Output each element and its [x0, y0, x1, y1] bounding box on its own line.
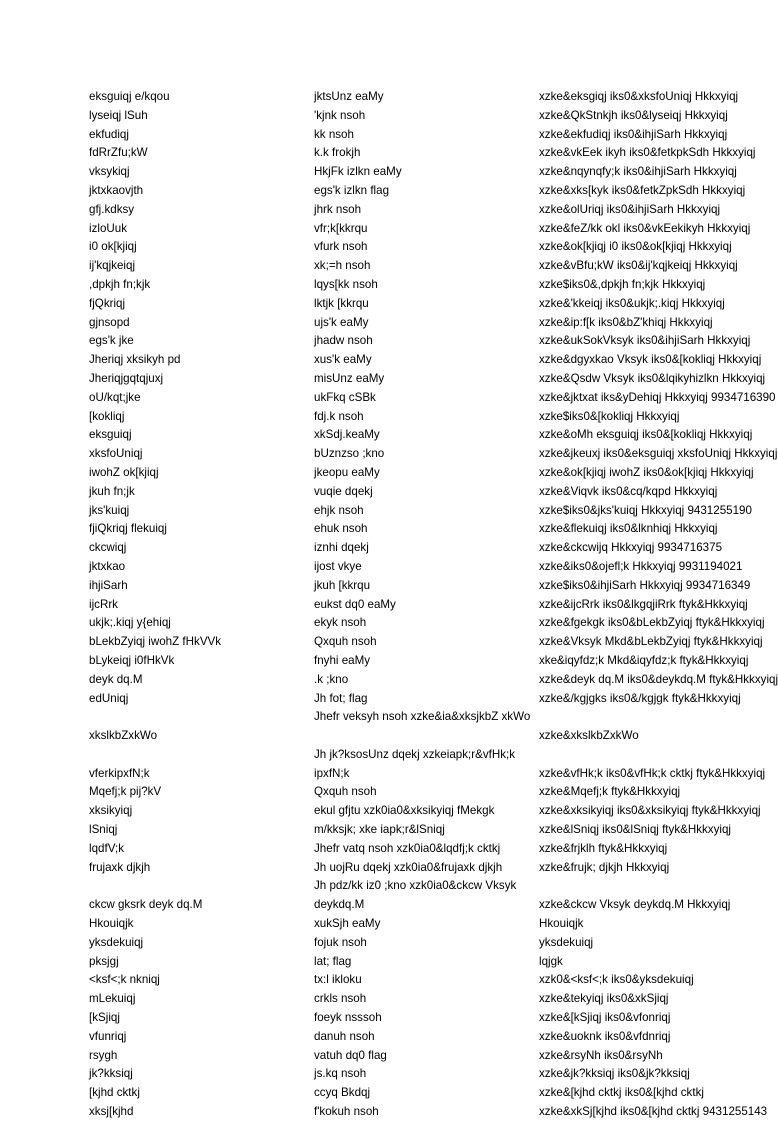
address-cell: xzke&xkslkbZxkWo — [539, 729, 639, 743]
address-cell: xzke&[kjhd cktkj iks0&[kjhd cktkj — [539, 1086, 704, 1100]
table-row — [0, 182, 746, 201]
village-name-cell: rsygh — [89, 1048, 118, 1062]
address-cell: xzke$iks0&,dpkjh fn;kjk Hkkxyiqj — [539, 277, 706, 291]
table-row — [0, 88, 739, 107]
address-cell: xzk0&<ksf<;k iks0&yksdekuiqj — [539, 973, 694, 987]
person-name-cell: fnyhi eaMy — [314, 653, 371, 667]
person-name-cell: Jhefr vatq nsoh xzk0ia0&lqdfj;k cktkj — [314, 841, 501, 855]
village-name-cell: xksikyiqj — [89, 804, 133, 818]
person-name-cell: Jhefr veksyh nsoh xzke&ia&xksjkbZ xkWo — [314, 710, 531, 724]
person-name-cell: Jh fot; flag — [314, 691, 368, 705]
person-name-cell: ekul gfjtu xzk0ia0&xksikyiqj fMekgk — [314, 804, 495, 818]
village-name-cell: Jheriqj xksikyh pd — [89, 353, 181, 367]
table-row — [0, 953, 728, 972]
village-name-cell: lSniqj — [89, 823, 118, 837]
village-name-cell: bLekbZyiqj iwohZ fHkVVk — [89, 635, 222, 649]
address-cell: xzke&ekfudiqj iks0&ihjiSarh Hkkxyiqj — [539, 127, 728, 141]
person-name-cell: ccyq Bkdqj — [314, 1086, 371, 1100]
person-name-cell: jkuh [kkrqu — [314, 578, 371, 592]
person-name-cell: crkls nsoh — [314, 992, 367, 1006]
village-name-cell: frujaxk djkjh — [89, 860, 151, 874]
village-name-cell: lqdfV;k — [89, 841, 125, 855]
village-name-cell: yksdekuiqj — [89, 935, 144, 949]
person-name-cell: Jh jk?ksosUnz dqekj xzkeiapk;r&vfHk;k ipxfN;k — [314, 747, 516, 780]
person-name-cell: Qxquh nsoh — [314, 635, 377, 649]
village-name-cell: ekfudiqj — [89, 127, 129, 141]
village-name-cell: pksjgj — [89, 954, 119, 968]
table-row — [0, 332, 751, 351]
village-name-cell: eksguiqj e/kqou — [89, 90, 170, 103]
address-cell: Hkouiqjk — [539, 917, 584, 931]
table-row — [0, 539, 728, 558]
village-name-cell: jkuh fn;jk — [89, 484, 135, 498]
village-name-cell: ihjiSarh — [89, 578, 128, 592]
village-name-cell: Hkouiqjk — [89, 917, 134, 931]
village-name-cell: xksfoUniqj — [89, 447, 143, 461]
address-cell: xzke&uoknk iks0&vfdnriqj — [539, 1029, 671, 1043]
village-name-cell: [kSjiqj — [89, 1011, 120, 1025]
village-name-cell: gfj.kdksy — [89, 202, 135, 216]
address-cell: xzke&ok[kjiqj iwohZ iks0&ok[kjiqj Hkkxyiqj — [539, 465, 754, 479]
person-name-cell: f'kokuh nsoh — [314, 1105, 379, 1119]
table-row — [0, 614, 765, 633]
table-row — [0, 746, 766, 784]
table-row — [0, 783, 728, 802]
table-row — [0, 708, 728, 746]
table-row — [0, 859, 728, 878]
address-cell: xzke&jkeuxj iks0&eksguiqj xksfoUniqj Hkkxyiqj — [539, 447, 778, 461]
village-name-cell: vksykiqj — [89, 165, 130, 179]
table-row — [0, 671, 778, 690]
person-name-cell: bUznzso ;kno — [314, 447, 385, 461]
person-name-cell: Qxquh nsoh — [314, 785, 377, 799]
person-name-cell: HkjFk izlkn eaMy — [314, 165, 402, 179]
person-name-cell: vfr;k[kkrqu — [314, 221, 368, 235]
address-cell: xzke&feZ/kk okl iks0&vkEekikyh Hkkxyiqj — [539, 221, 751, 235]
village-name-cell: ckcwiqj — [89, 541, 127, 555]
address-cell: xzke&xkSj[kjhd iks0&[kjhd cktkj 9431255143 — [539, 1105, 768, 1119]
person-name-cell: js.kq nsoh — [314, 1067, 367, 1081]
table-row — [0, 1009, 728, 1028]
village-name-cell: oU/kqt;jke — [89, 390, 141, 404]
person-name-cell: misUnz eaMy — [314, 371, 385, 385]
village-name-cell: lyseiqj lSuh — [89, 108, 148, 122]
address-cell: xzke&fgekgk iks0&bLekbZyiqj ftyk&Hkkxyiqj — [539, 616, 765, 630]
address-cell: xzke&iks0&ojefl;k Hkkxyiqj 9931194021 — [539, 559, 743, 573]
person-name-cell: xukSjh eaMy — [314, 917, 381, 931]
address-cell: xzke&Mqefj;k ftyk&Hkkxyiqj — [539, 785, 681, 799]
village-name-cell: <ksf<;k nkniqj — [89, 973, 160, 987]
village-name-cell: ijcRrk — [89, 597, 118, 611]
address-cell: xzke&eksgiqj iks0&xksfoUniqj Hkkxyiqj — [539, 90, 739, 103]
table-row — [0, 201, 728, 220]
table-row — [0, 802, 761, 821]
address-cell: xzke&dgyxkao Vksyk iks0&[kokliqj Hkkxyiqj — [539, 353, 762, 367]
table-row — [0, 314, 728, 333]
table-row — [0, 220, 751, 239]
village-name-cell: bLykeiqj i0fHkVk — [89, 653, 175, 667]
table-row — [0, 144, 756, 163]
village-name-cell: xkslkbZxkWo — [89, 729, 158, 743]
village-name-cell: eksguiqj — [89, 428, 132, 442]
address-cell: xzke&xksikyiqj iks0&xksikyiqj ftyk&Hkkxyiqj — [539, 804, 761, 818]
village-name-cell: ,dpkjh fn;kjk — [89, 277, 151, 291]
village-name-cell: jks'kuiqj — [89, 503, 130, 517]
village-name-cell: ckcw gksrk deyk dq.M — [89, 898, 203, 912]
person-name-cell: vuqie dqekj — [314, 484, 373, 498]
person-name-cell: danuh nsoh — [314, 1029, 375, 1043]
table-row — [0, 238, 732, 257]
person-name-cell: vatuh dq0 flag — [314, 1048, 387, 1062]
person-name-cell: lktjk [kkrqu — [314, 296, 369, 310]
table-row — [0, 426, 753, 445]
village-name-cell: jktxkao — [89, 559, 126, 573]
person-name-cell: xus'k eaMy — [314, 353, 372, 367]
table-row — [0, 370, 766, 389]
table-row — [0, 1028, 728, 1047]
person-name-cell: jkeopu eaMy — [314, 465, 380, 479]
table-row — [0, 596, 748, 615]
table-row — [0, 1084, 728, 1103]
person-name-cell: vfurk nsoh — [314, 240, 368, 254]
village-name-cell: ukjk;.kiqj y{ehiqj — [89, 616, 171, 630]
village-name-cell: [kjhd cktkj — [89, 1086, 140, 1100]
person-name-cell: ehjk nsoh — [314, 503, 364, 517]
address-cell: xke&iqyfdz;k Mkd&iqyfdz;k ftyk&Hkkxyiqj — [539, 653, 749, 667]
address-cell: xzke&deyk dq.M iks0&deykdq.M ftyk&Hkkxyiqj — [539, 672, 778, 686]
person-name-cell: jhrk nsoh — [314, 202, 362, 216]
person-name-cell: egs'k izlkn flag — [314, 183, 390, 197]
address-cell: xzke&QkStnkjh iks0&lyseiqj Hkkxyiqj — [539, 108, 728, 122]
person-name-cell: fdj.k nsoh — [314, 409, 364, 423]
table-row — [0, 990, 728, 1009]
village-name-cell: jk?kksiqj — [89, 1067, 133, 1081]
address-cell: lqjgk — [539, 954, 563, 968]
address-cell: xzke&ip:f[k iks0&bZ'khiqj Hkkxyiqj — [539, 315, 713, 329]
person-name-cell: eukst dq0 eaMy — [314, 597, 396, 611]
address-cell: xzke&xks[kyk iks0&fetkZpkSdh Hkkxyiqj — [539, 183, 746, 197]
person-name-cell: m/kksjk; xke iapk;r&lSniqj — [314, 823, 445, 837]
table-row — [0, 351, 762, 370]
table-row — [0, 107, 728, 126]
person-name-cell: .k ;kno — [314, 672, 349, 686]
address-cell: xzke&ckcw Vksyk deykdq.M Hkkxyiqj — [539, 898, 731, 912]
person-name-cell: ekyk nsoh — [314, 616, 367, 630]
address-cell: xzke&flekuiqj iks0&lknhiqj Hkkxyiqj — [539, 522, 718, 536]
address-cell: xzke&ukSokVksyk iks0&ihjiSarh Hkkxyiqj — [539, 334, 751, 348]
person-name-cell: foeyk nsssoh — [314, 1011, 382, 1025]
person-name-cell: ujs'k eaMy — [314, 315, 369, 329]
village-name-cell: deyk dq.M — [89, 672, 143, 686]
address-cell: xzke&oMh eksguiqj iks0&[kokliqj Hkkxyiqj — [539, 428, 753, 442]
address-cell: xzke&vBfu;kW iks0&ij'kqjkeiqj Hkkxyiqj — [539, 259, 738, 273]
village-name-cell: fjiQkriqj flekuiqj — [89, 522, 167, 536]
table-row — [0, 1103, 768, 1122]
table-row — [0, 690, 741, 709]
person-name-cell: fojuk nsoh — [314, 935, 367, 949]
table-row — [0, 520, 728, 539]
table-row — [0, 558, 743, 577]
table-row — [0, 1065, 728, 1084]
table-row — [0, 502, 752, 521]
village-name-cell: mLekuiqj — [89, 992, 136, 1006]
table-row — [0, 163, 737, 182]
table-row — [0, 840, 728, 859]
address-cell: xzke&rsyNh iks0&rsyNh — [539, 1048, 663, 1062]
person-name-cell: kk nsoh — [314, 127, 354, 141]
address-cell: xzke&vkEek ikyh iks0&fetkpkSdh Hkkxyiqj — [539, 146, 756, 160]
table-row — [0, 464, 754, 483]
village-name-cell: fdRrZfu;kW — [89, 146, 148, 160]
person-name-cell: iznhi dqekj — [314, 541, 369, 555]
address-cell: xzke&jktxat iks&yDehiqj Hkkxyiqj 9934716390 — [539, 390, 776, 404]
address-cell: yksdekuiqj — [539, 935, 594, 949]
table-row — [0, 126, 728, 145]
village-name-cell: [kokliqj — [89, 409, 125, 423]
table-row — [0, 633, 763, 652]
address-cell: xzke&ijcRrk iks0&lkgqjiRrk ftyk&Hkkxyiqj — [539, 597, 748, 611]
address-cell: xzke&Qsdw Vksyk iks0&lqikyhizlkn Hkkxyiqj — [539, 371, 766, 385]
address-cell: xzke&[kSjiqj iks0&vfonriqj — [539, 1011, 671, 1025]
table-row — [0, 915, 728, 934]
person-name-cell: Jh uojRu dqekj xzk0ia0&frujaxk djkjh — [314, 860, 503, 874]
village-name-cell: edUniqj — [89, 691, 129, 705]
address-cell: xzke&Viqvk iks0&cq/kqpd Hkkxyiqj — [539, 484, 718, 498]
table-row — [0, 877, 731, 915]
address-cell: xzke&nqynqfy;k iks0&ihjiSarh Hkkxyiqj — [539, 165, 737, 179]
village-name-cell: ij'kqjkeiqj — [89, 259, 136, 273]
table-row — [0, 483, 728, 502]
village-name-cell: xksj[kjhd — [89, 1105, 134, 1119]
village-name-cell: egs'k jke — [89, 334, 134, 348]
village-name-cell: i0 ok[kjiqj — [89, 240, 137, 254]
address-cell: xzke&Vksyk Mkd&bLekbZyiqj ftyk&Hkkxyiqj — [539, 635, 763, 649]
person-name-cell: ijost vkye — [314, 559, 362, 573]
address-cell: xzke&ok[kjiqj i0 iks0&ok[kjiqj Hkkxyiqj — [539, 240, 732, 254]
table-row — [0, 577, 751, 596]
person-name-cell: Jh pdz/kk iz0 ;kno xzk0ia0&ckcw Vksyk deykdq.M — [314, 879, 517, 912]
village-name-cell: vferkipxfN;k — [89, 766, 150, 780]
address-cell: xzke&jk?kksiqj iks0&jk?kksiqj — [539, 1067, 690, 1081]
person-name-cell: xk;=h nsoh — [314, 259, 371, 273]
table-row — [0, 408, 728, 427]
address-cell: xzke&lSniqj iks0&lSniqj ftyk&Hkkxyiqj — [539, 823, 732, 837]
table-row — [0, 389, 776, 408]
address-cell: xzke$iks0&ihjiSarh Hkkxyiqj 9934716349 — [539, 578, 751, 592]
village-name-cell: iwohZ ok[kjiqj — [89, 465, 159, 479]
person-name-cell: jhadw nsoh — [314, 334, 373, 348]
table-row — [0, 276, 728, 295]
person-name-cell: ehuk nsoh — [314, 522, 368, 536]
address-cell: xzke$iks0&jks'kuiqj Hkkxyiqj 9431255190 — [539, 503, 752, 517]
address-cell: xzke&frjklh ftyk&Hkkxyiqj — [539, 841, 668, 855]
village-name-cell: Jheriqjgqtqjuxj — [89, 371, 164, 385]
address-cell: xzke&'kkeiqj iks0&ukjk;.kiqj Hkkxyiqj — [539, 296, 725, 310]
person-name-cell: ukFkq cSBk — [314, 390, 376, 404]
address-cell: xzke&olUriqj iks0&ihjiSarh Hkkxyiqj — [539, 202, 721, 216]
address-cell: xzke&tekyiqj iks0&xkSjiqj — [539, 992, 669, 1006]
address-cell: xzke&vfHk;k iks0&vfHk;k cktkj ftyk&Hkkxyiqj — [539, 766, 766, 780]
person-name-cell: jktsUnz eaMy — [314, 90, 384, 103]
table-row — [0, 971, 728, 990]
person-name-cell: xkSdj.keaMy — [314, 428, 380, 442]
address-cell: xzke&frujk; djkjh Hkkxyiqj — [539, 860, 670, 874]
person-name-cell: tx:l ikloku — [314, 973, 362, 987]
village-name-cell: Mqefj;k pij?kV — [89, 785, 162, 799]
village-name-cell: gjnsopd — [89, 315, 130, 329]
table-row — [0, 1047, 728, 1066]
person-name-cell: lat; flag — [314, 954, 352, 968]
village-name-cell: jktxkaovjth — [89, 183, 144, 197]
table-row — [0, 821, 732, 840]
address-cell: xzke&/kgjgks iks0&/kgjgk ftyk&Hkkxyiqj — [539, 691, 741, 705]
address-cell: xzke$iks0&[kokliqj Hkkxyiqj — [539, 409, 680, 423]
address-cell: xzke&ckcwijq Hkkxyiqj 9934716375 — [539, 541, 723, 555]
village-name-cell: fjQkriqj — [89, 296, 126, 310]
person-name-cell: k.k frokjh — [314, 146, 361, 160]
table-row — [0, 295, 728, 314]
table-row — [0, 445, 778, 464]
table-row — [0, 934, 728, 953]
person-name-cell: 'kjnk nsoh — [314, 108, 366, 122]
person-name-cell: lqys[kk nsoh — [314, 277, 378, 291]
village-name-cell: vfunriqj — [89, 1029, 127, 1043]
village-name-cell: izloUuk — [89, 221, 128, 235]
table-row — [0, 652, 749, 671]
spreadsheet-table — [0, 88, 778, 1122]
table-row — [0, 257, 738, 276]
